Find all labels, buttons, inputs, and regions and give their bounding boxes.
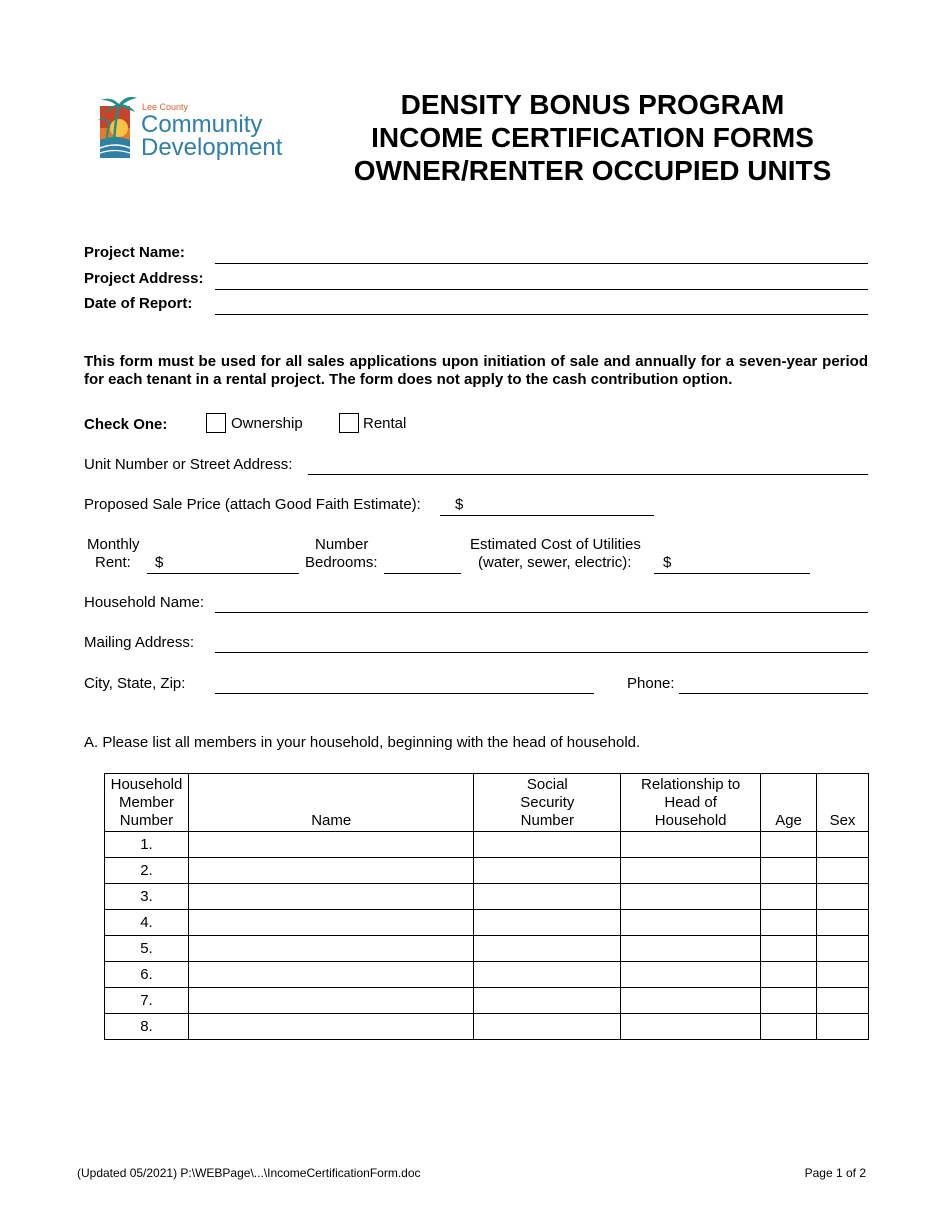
relationship-cell[interactable] [621,910,761,936]
relationship-header: Relationship to Head of Household [621,774,761,832]
ssn-cell[interactable] [474,936,621,962]
ssn-cell[interactable] [474,832,621,858]
sex-cell[interactable] [817,988,869,1014]
member-number-cell: 6. [105,962,189,988]
logo-line-1: Community [141,111,263,138]
monthly-rent-label-2: Rent: [95,554,131,571]
table-row [105,936,869,962]
ssn-cell[interactable] [474,910,621,936]
ssn-cell[interactable] [474,884,621,910]
footer-page-number: Page 1 of 2 [804,1166,866,1180]
city-state-zip-field[interactable] [215,693,594,694]
sex-cell[interactable] [817,858,869,884]
project-name-label: Project Name: [84,244,185,261]
mailing-address-label: Mailing Address: [84,634,195,651]
logo-wordmark [141,113,282,159]
name-cell[interactable] [188,1014,473,1040]
sex-cell[interactable] [817,962,869,988]
table-row [105,1014,869,1040]
table-header-row [105,774,869,832]
ssn-cell[interactable] [474,858,621,884]
title-line-3: OWNER/RENTER OCCUPIED UNITS [353,155,832,186]
member-number-cell: 3. [105,884,189,910]
sex-cell[interactable] [817,910,869,936]
section-a-instruction: A. Please list all members in your household, beginning with the head of household. [84,734,641,751]
age-cell[interactable] [761,832,817,858]
member-number-cell: 2. [105,858,189,884]
title-line-2: INCOME CERTIFICATION FORMS [371,122,814,153]
ownership-checkbox[interactable] [206,413,226,433]
utilities-field[interactable] [654,573,810,574]
relationship-cell[interactable] [621,858,761,884]
name-header: Name [188,774,473,832]
sex-cell[interactable] [817,832,869,858]
table-row [105,858,869,884]
table-row [105,910,869,936]
lee-county-logo [97,92,297,164]
name-cell[interactable] [188,962,473,988]
household-name-field[interactable] [215,612,868,613]
household-members-table [104,773,869,1040]
age-cell[interactable] [761,1014,817,1040]
ssn-header: Social Security Number [474,774,621,832]
household-name-label: Household Name: [84,594,205,611]
city-state-zip-label: City, State, Zip: [84,675,186,692]
bedrooms-label-2: Bedrooms: [305,554,378,571]
bedrooms-label-1: Number [315,536,369,553]
sex-cell[interactable] [817,884,869,910]
name-cell[interactable] [188,832,473,858]
unit-address-label: Unit Number or Street Address: [84,456,293,473]
age-cell[interactable] [761,936,817,962]
name-cell[interactable] [188,884,473,910]
mailing-address-field[interactable] [215,652,868,653]
bedrooms-field[interactable] [384,573,461,574]
ownership-label: Ownership [231,415,303,432]
age-cell[interactable] [761,884,817,910]
name-cell[interactable] [188,988,473,1014]
relationship-cell[interactable] [621,884,761,910]
age-cell[interactable] [761,910,817,936]
logo-county-text: Lee County [142,102,189,112]
date-of-report-field[interactable] [215,314,868,315]
title-line-1: DENSITY BONUS PROGRAM [400,89,785,120]
relationship-cell[interactable] [621,988,761,1014]
table-row [105,962,869,988]
ssn-cell[interactable] [474,1014,621,1040]
ssn-cell[interactable] [474,962,621,988]
sale-price-label: Proposed Sale Price (attach Good Faith Estimate): [84,496,421,513]
relationship-cell[interactable] [621,936,761,962]
relationship-cell[interactable] [621,1014,761,1040]
member-number-cell: 4. [105,910,189,936]
palm-tree-logo-icon [97,92,139,162]
table-row [105,988,869,1014]
footer-file-path: (Updated 05/2021) P:\WEBPage\...\IncomeCertificationForm.doc [77,1166,421,1180]
project-address-field[interactable] [215,289,868,290]
utilities-label-2: (water, sewer, electric): [478,554,632,571]
member-number-cell: 5. [105,936,189,962]
sex-header: Sex [817,774,869,832]
check-one-label: Check One: [84,416,168,433]
sex-cell[interactable] [817,1014,869,1040]
age-header: Age [761,774,817,832]
name-cell[interactable] [188,858,473,884]
sale-price-field[interactable] [440,515,654,516]
age-cell[interactable] [761,988,817,1014]
name-cell[interactable] [188,936,473,962]
rental-checkbox[interactable] [339,413,359,433]
ssn-cell[interactable] [474,988,621,1014]
member-number-cell: 8. [105,1014,189,1040]
monthly-rent-currency: $ [155,554,164,571]
project-address-label: Project Address: [84,270,204,287]
relationship-cell[interactable] [621,832,761,858]
table-row [105,832,869,858]
usage-notice: This form must be used for all sales applications upon initiation of sale and annually for a seven-year period for each tenant in a rental project. The form does not apply to the cash contribution option. [84,353,868,388]
member-number-cell: 1. [105,832,189,858]
logo-line-2: Development [141,134,283,161]
date-of-report-label: Date of Report: [84,295,193,312]
sale-price-currency: $ [455,496,464,513]
project-name-field[interactable] [215,263,868,264]
table-row [105,884,869,910]
age-cell[interactable] [761,858,817,884]
utilities-label-1: Estimated Cost of Utilities [470,536,641,553]
rental-label: Rental [363,415,407,432]
relationship-cell[interactable] [621,962,761,988]
age-cell[interactable] [761,962,817,988]
sex-cell[interactable] [817,936,869,962]
utilities-currency: $ [663,554,672,571]
member-number-header: Household Member Number [105,774,189,832]
document-title [345,88,840,187]
phone-label: Phone: [627,675,675,692]
unit-address-field[interactable] [308,474,868,475]
monthly-rent-label-1: Monthly [87,536,140,553]
member-number-cell: 7. [105,988,189,1014]
phone-field[interactable] [679,693,868,694]
monthly-rent-field[interactable] [147,573,299,574]
name-cell[interactable] [188,910,473,936]
